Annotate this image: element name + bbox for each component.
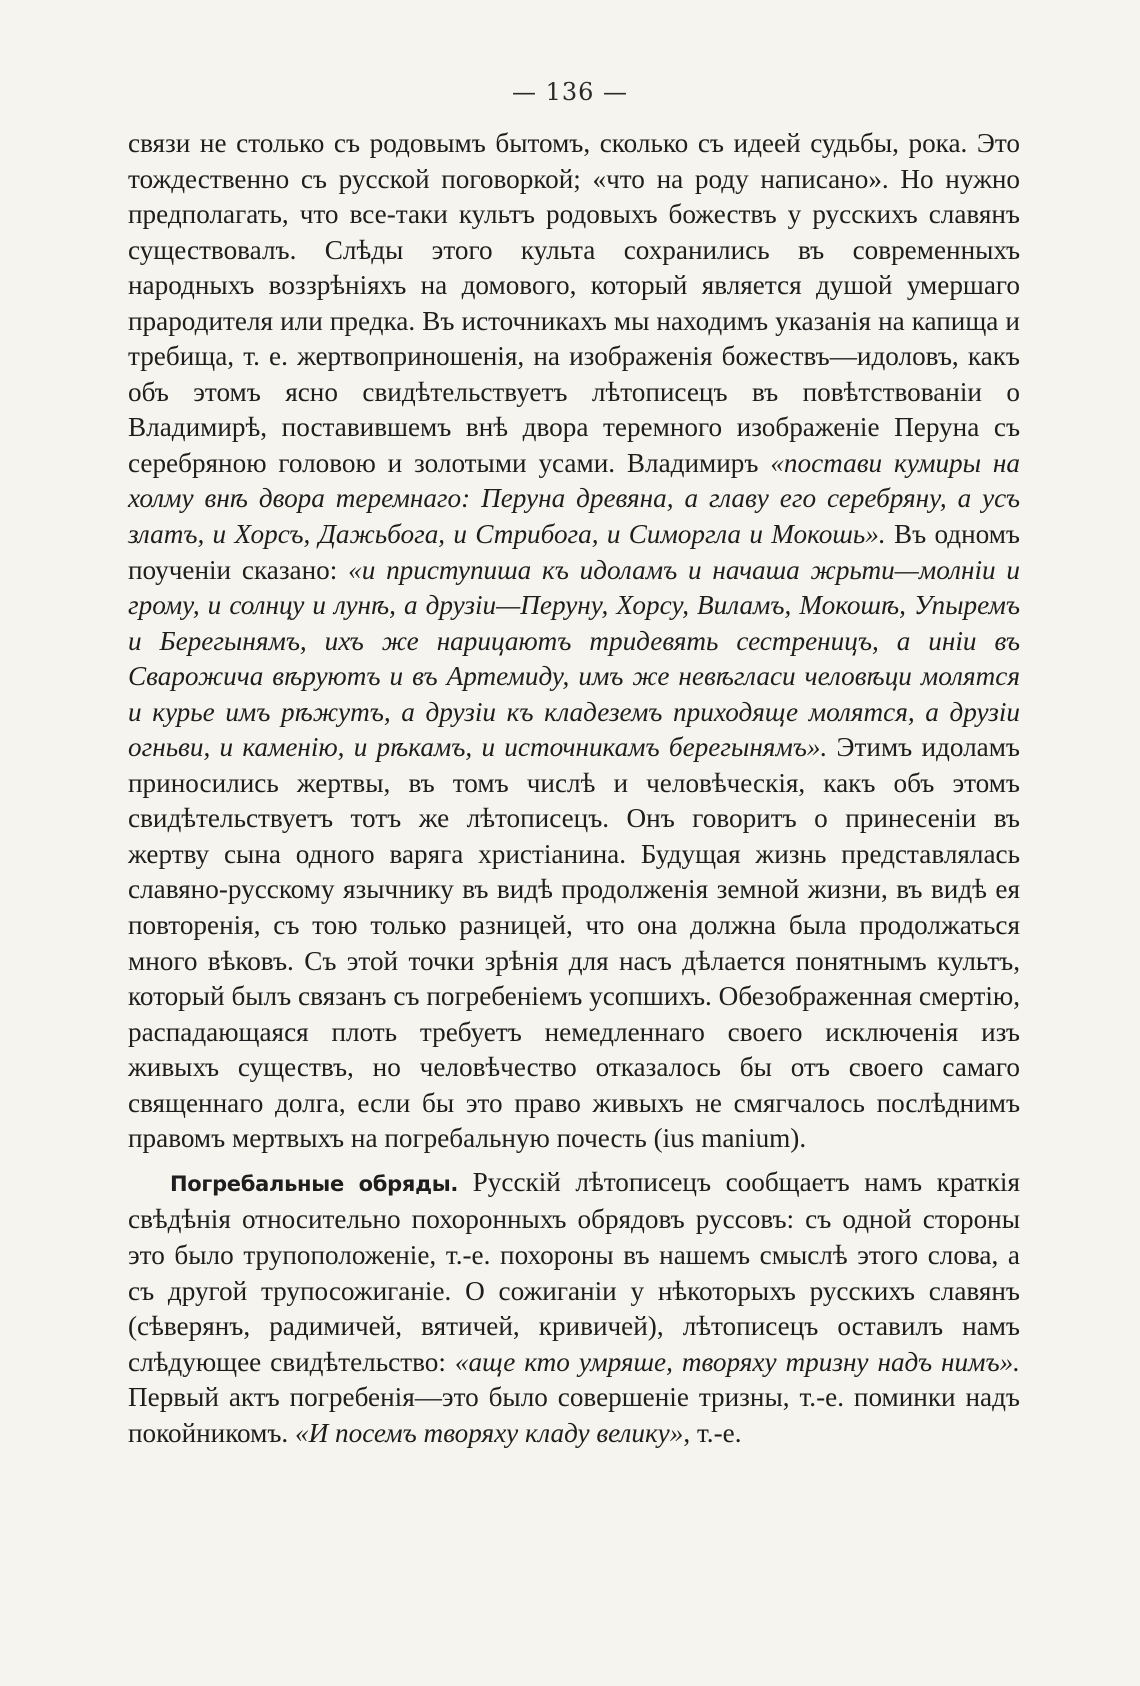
- section-heading: Погребальные обряды.: [170, 1171, 459, 1196]
- paragraph-text: Первый актъ погребенія—это было совершеніе тризны, т.-е. поминки надъ покойникомъ.: [128, 1382, 1020, 1448]
- page-number: — 136 —: [511, 78, 629, 106]
- chronicle-quote: «аще кто умряше, творяху тризну надъ нимъ».: [454, 1346, 1020, 1377]
- paragraph-text: Въ одномъ поученіи сказано:: [128, 519, 1020, 585]
- chronicle-quote: «И посемъ творяху кладу велику»: [294, 1417, 684, 1448]
- chronicle-quote: «постави кумиры на холму внѣ двора теремнаго: Перуна древяна, а главу его серебряну, а усъ златъ, и Хорсъ, Дажьбога, и Стрибога, и Симоргла и Мокошь».: [128, 447, 1020, 550]
- sermon-quote: «и приступиша къ идоламъ и начаша жрьти—молніи и грому, и солнцу и лунѣ, а друзіи—Перуну, Хорсу, Виламъ, Мокошѣ, Упыремъ и Берегынямъ, ихъ же нарицаютъ тридевять сестреницъ, а иніи въ Сварожича вѣруютъ и въ Артемиду, имъ же невѣгласи человѣци молятся и курье имъ рѣжутъ, а друзіи къ кладеземъ приходяще молятся, а друзіи огньви, и каменію, и рѣкамъ, и источникамъ берегынямъ».: [128, 554, 1020, 763]
- paragraph-text: Этимъ идоламъ приносились жертвы, въ томъ числѣ и человѣческія, какъ объ этомъ свидѣтельствуетъ тотъ же лѣтописецъ. Онъ говоритъ о принесеніи въ жертву сына одного варяга христіанина. Будущая жизнь представлялась славяно-русскому язычнику въ видѣ продолженія земной жизни, въ видѣ ея повторенія, съ тою только разницей, что она должна была продолжаться много вѣковъ. Съ этой точки зрѣнія для насъ дѣлается понятнымъ культъ, который былъ связанъ съ погребеніемъ усопшихъ. Обезображенная смертію, распадающаяся плоть требуетъ немедленнаго своего исключенія изъ живыхъ существъ, но человѣчество отказалось бы отъ своего самаго священнаго долга, если бы это право живыхъ не смягчалось послѣднимъ правомъ мертвыхъ на погребальную почесть (ius manium).: [128, 732, 1020, 1154]
- body-text: [128, 126, 1020, 1451]
- paragraph-text: , т.-е.: [683, 1417, 742, 1448]
- paragraph-burial-rites: [128, 1165, 1020, 1451]
- paragraph-text: Русскій лѣтописецъ сообщаетъ намъ краткія свѣдѣнія относительно похоронныхъ обрядовъ руссовъ: съ одной стороны это было трупоположеніе, т.-е. похороны въ нашемъ смыслѣ этого слова, а съ другой трупосожиганіе. О сожиганіи у нѣкоторыхъ русскихъ славянъ (сѣверянъ, радимичей, вятичей, кривичей), лѣтописецъ оставилъ намъ слѣдующее свидѣтельство:: [128, 1166, 1020, 1377]
- paragraph-text: связи не столько съ родовымъ бытомъ, сколько съ идеей судьбы, рока. Это тождественно съ русской поговоркой; «что на роду написано». Но нужно предполагать, что все-таки культъ родовыхъ божествъ у русскихъ славянъ существовалъ. Слѣды этого культа сохранились въ современныхъ народныхъ воззрѣніяхъ на домового, который является душой умершаго прародителя или предка. Въ источникахъ мы находимъ указанія на капища и требища, т. е. жертвоприношенія, на изображенія божествъ—идоловъ, какъ объ этомъ ясно свидѣтельствуетъ лѣтописецъ въ повѣтствованіи о Владимирѣ, поставившемъ внѣ двора теремного изображеніе Перуна съ серебряною головою и золотыми усами. Владимиръ: [128, 128, 1020, 478]
- paragraph-idols-and-afterlife: [128, 126, 1020, 1157]
